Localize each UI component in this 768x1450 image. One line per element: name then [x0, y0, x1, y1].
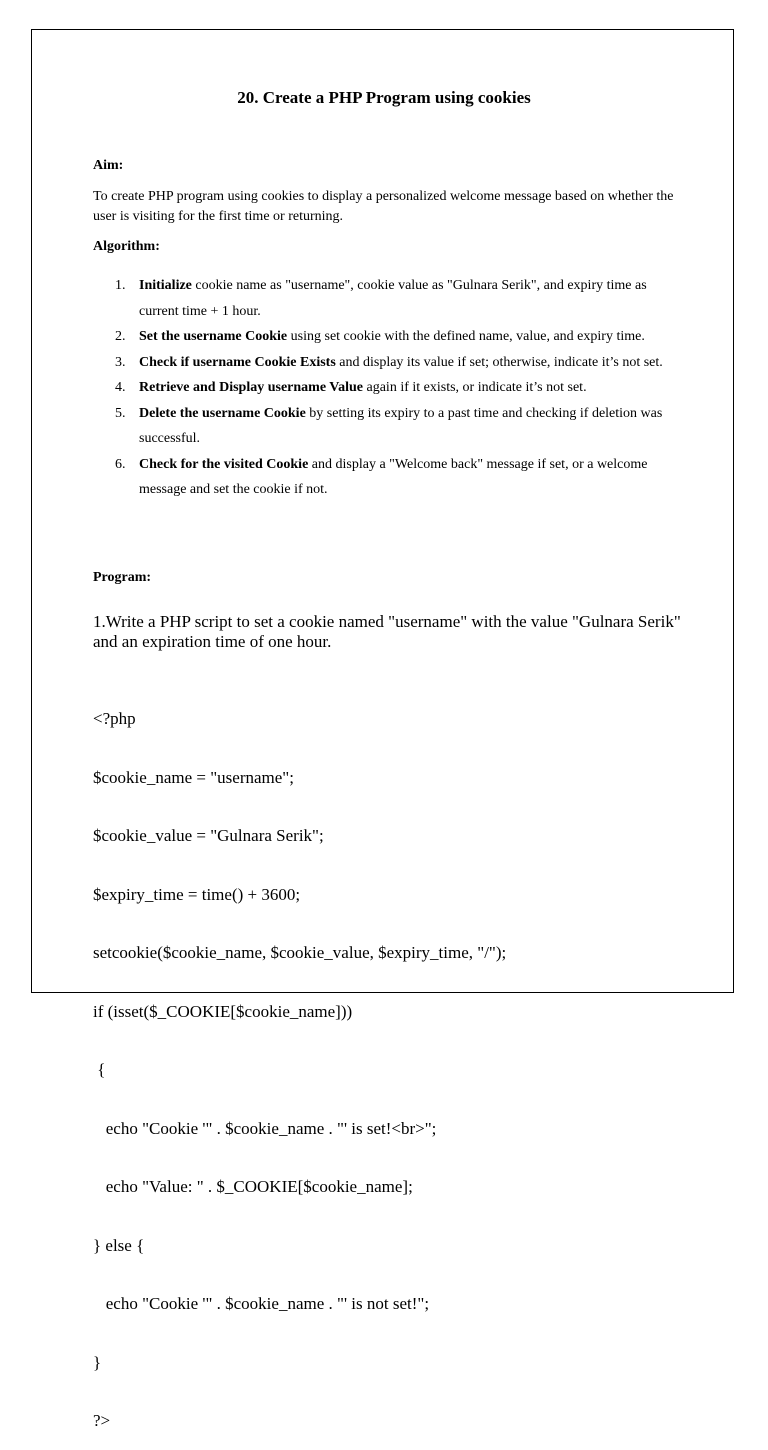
algorithm-heading: Algorithm: — [93, 239, 160, 254]
algorithm-step — [93, 350, 683, 376]
code-line: if (isset($_COOKIE[$cookie_name])) — [93, 1001, 353, 1021]
step-bold-label: Set the username Cookie — [139, 329, 288, 344]
page-title: 20. Create a PHP Program using cookies — [237, 88, 531, 107]
step-number: 6. — [115, 456, 126, 472]
algorithm-step — [93, 452, 683, 503]
program-heading: Program: — [93, 570, 152, 585]
step-text: cookie name as "username", cookie value as "Gulnara Serik", and expiry time as current time + 1 hour. — [139, 278, 647, 319]
algorithm-list — [93, 273, 683, 503]
aim-text: To create PHP program using cookies to display a personalized welcome message based on whether the user is visiting for the first time or returning. — [93, 189, 674, 224]
code-line: $cookie_value = "Gulnara Serik"; — [93, 826, 324, 845]
step-text: using set cookie with the defined name, value, and expiry time. — [287, 329, 645, 344]
code-block — [93, 670, 693, 1450]
step-number: 3. — [115, 354, 126, 370]
algorithm-step — [93, 401, 683, 452]
code-line: setcookie($cookie_name, $cookie_value, $expiry_time, "/"); — [93, 943, 507, 962]
step-text: and display its value if set; otherwise, indicate it’s not set. — [335, 354, 663, 370]
task-description: 1.Write a PHP script to set a cookie named "username" with the value "Gulnara Serik" and an expiration time of one hour. — [93, 612, 681, 651]
step-number: 5. — [115, 405, 126, 421]
code-line: echo "Value: " . $_COOKIE[$cookie_name]; — [93, 1177, 413, 1196]
step-text: again if it exists, or indicate it’s not set. — [363, 380, 587, 395]
code-line: echo "Cookie '" . $cookie_name . "' is not set!"; — [93, 1294, 430, 1313]
code-line: $expiry_time = time() + 3600; — [93, 884, 301, 904]
code-line: } else { — [93, 1235, 145, 1255]
step-text: and display a "Welcome back" message if set, or a welcome message and set the cookie if not. — [139, 456, 648, 497]
step-bold-label: Initialize — [139, 278, 192, 293]
code-line: <?php — [93, 709, 136, 728]
algorithm-step — [93, 375, 683, 401]
step-text: by setting its expiry to a past time and checking if deletion was successful. — [139, 405, 663, 446]
code-line: echo "Cookie '" . $cookie_name . "' is set!<br>"; — [93, 1118, 437, 1138]
aim-heading: Aim: — [93, 158, 124, 173]
step-number: 1. — [115, 278, 126, 293]
code-line: } — [93, 1352, 102, 1372]
code-line: ?> — [93, 1411, 111, 1430]
algorithm-step — [93, 273, 683, 324]
step-bold-label: Delete the username Cookie — [139, 405, 306, 421]
step-bold-label: Check if username Cookie Exists — [139, 354, 336, 370]
step-number: 2. — [115, 329, 126, 344]
algorithm-step — [93, 324, 683, 350]
step-bold-label: Retrieve and Display username Value — [139, 380, 363, 395]
code-line: $cookie_name = "username"; — [93, 767, 294, 787]
code-line: { — [93, 1060, 106, 1079]
step-bold-label: Check for the visited Cookie — [139, 456, 309, 472]
step-number: 4. — [115, 380, 126, 395]
